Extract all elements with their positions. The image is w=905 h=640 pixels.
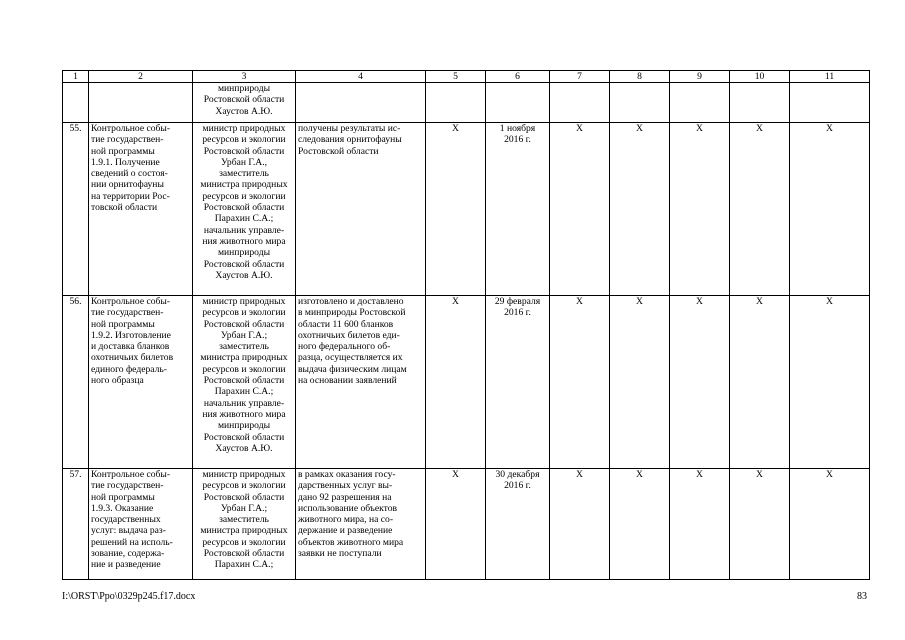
col7-cell: X [550,469,610,580]
col8-cell: X [610,469,670,580]
column-header: 8 [610,71,670,83]
date-cell [486,83,550,123]
column-header: 6 [486,71,550,83]
column-header: 11 [790,71,870,83]
row-number-cell [63,83,89,123]
table-row [63,469,870,580]
col9-cell: X [670,123,730,296]
col9-cell: X [670,296,730,469]
col9-cell: X [670,469,730,580]
col11-cell: X [790,296,870,469]
responsible-text: министр природных ресурсов и экологии Ростовской области Урбан Г.А., заместитель министра природных ресурсов и экологии Ростовской области Парахин С.А.; начальник управле- ния животного мира минприроды Ростовской области Хаустов А.Ю. [200,123,288,281]
responsible-text: министр природных ресурсов и экологии Ростовской области Урбан Г.А.; заместитель министра природных ресурсов и экологии Ростовской области Парахин С.А.; начальник управле- ния животного мира минприроды Ростовской области Хаустов А.Ю. [200,296,288,454]
report-table [62,70,870,580]
col7-cell: X [550,296,610,469]
column-header: 1 [63,71,89,83]
result-text: в рамках оказания госу- дарственных услуг вы- дано 92 разрешения на использование объектов животного мира, на со- держание и разведение объектов животного мира заявки не поступали [298,469,404,560]
col10-cell: X [730,123,790,296]
responsible-cell [193,296,296,469]
col8-cell: X [610,296,670,469]
date-cell [486,296,550,469]
responsible-cell [193,123,296,296]
col11-cell: X [790,123,870,296]
col10-cell [730,83,790,123]
result-cell [296,123,426,296]
col7-cell [550,83,610,123]
responsible-cell [193,83,296,123]
column-header: 7 [550,71,610,83]
responsible-cell [193,469,296,580]
event-cell [89,123,193,296]
col10-cell: X [730,296,790,469]
row-number-cell: 55. [63,123,89,296]
result-cell [296,83,426,123]
col5-cell [426,83,486,123]
date-cell [486,469,550,580]
date-text: 1 ноября 2016 г. [499,123,536,146]
event-cell [89,83,193,123]
table-row [63,296,870,469]
event-cell [89,469,193,580]
date-cell [486,123,550,296]
event-cell [89,296,193,469]
row-number-cell: 56. [63,296,89,469]
col5-cell: X [426,469,486,580]
col8-cell: X [610,123,670,296]
col8-cell [610,83,670,123]
column-header: 2 [89,71,193,83]
col7-cell: X [550,123,610,296]
column-header: 4 [296,71,426,83]
page-number: 83 [857,591,867,602]
col10-cell: X [730,469,790,580]
col11-cell: X [790,469,870,580]
column-header: 5 [426,71,486,83]
responsible-text: министр природных ресурсов и экологии Ростовской области Урбан Г.А.; заместитель министра природных ресурсов и экологии Ростовской области Парахин С.А.; [200,469,288,571]
result-cell [296,469,426,580]
col11-cell [790,83,870,123]
date-text: 30 декабря 2016 г. [495,469,540,492]
footer-file-path: I:\ORST\Ppo\0329p245.f17.docx [62,591,196,602]
col5-cell: X [426,296,486,469]
column-header: 3 [193,71,296,83]
column-header: 10 [730,71,790,83]
date-text: 29 февраля 2016 г. [494,296,541,319]
result-cell [296,296,426,469]
table-row [63,83,870,123]
event-text: Контрольное собы- тие государствен- ной программы 1.9.1. Получение сведений о состоя- нии орнитофауны на территории Рос- товской области [91,123,171,214]
col9-cell [670,83,730,123]
event-text: Контрольное собы- тие государствен- ной программы 1.9.2. Изготовление и доставка бланков охотничьих билетов единого федераль- ного образца [91,296,174,387]
row-number-cell: 57. [63,469,89,580]
event-text: Контрольное собы- тие государствен- ной программы 1.9.3. Оказание государственных услуг: выдача раз- решений на исполь- зование, содержа- ние и разведение [91,469,173,571]
result-text: изготовлено и доставлено в минприроды Ростовской области 11 600 бланков охотничьих билетов еди- ного федерального об- разца, осуществляется их выдача физическим лицам на основании заявлений [298,296,407,387]
table-row [63,123,870,296]
column-header: 9 [670,71,730,83]
result-text: получены результаты ис- следования орнитофауны Ростовской области [298,123,402,157]
header-row [63,71,870,83]
responsible-text: минприроды Ростовской области Хаустов А.Ю. [203,83,285,117]
col5-cell: X [426,123,486,296]
